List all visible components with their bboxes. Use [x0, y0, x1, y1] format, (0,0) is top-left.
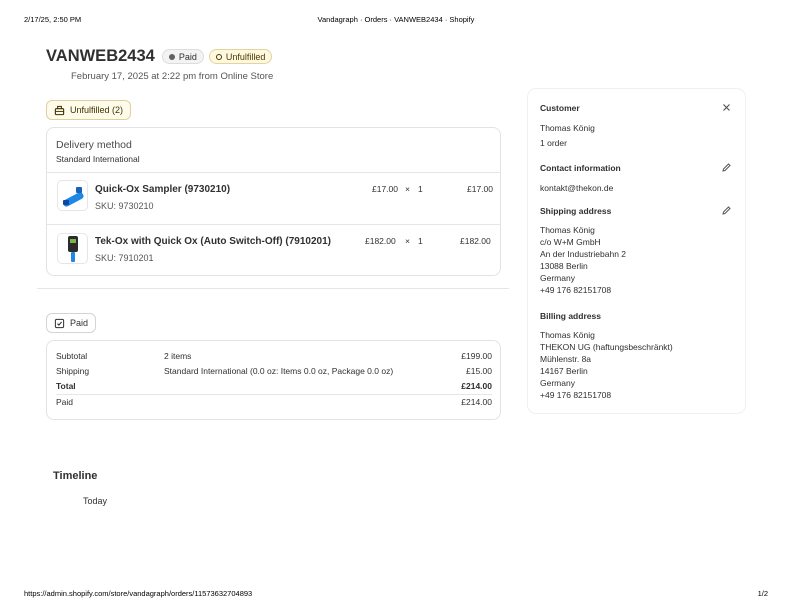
- divider: [47, 224, 500, 225]
- summary-label: Subtotal: [56, 351, 88, 361]
- line-item-total: £182.00: [460, 236, 491, 246]
- print-title: Vandagraph · Orders · VANWEB2434 · Shopify: [317, 15, 475, 24]
- line-item-name[interactable]: Tek-Ox with Quick Ox (Auto Switch-Off) (7910201): [95, 236, 331, 247]
- line-item-sku: SKU: 7910201: [95, 253, 154, 263]
- billing-line: +49 176 82151708: [540, 390, 612, 400]
- order-date-source: February 17, 2025 at 2:22 pm from Online Store: [71, 71, 274, 82]
- summary-amount: £214.00: [461, 381, 492, 391]
- line-item-qty: 1: [418, 184, 423, 194]
- summary-amount: £199.00: [461, 351, 492, 361]
- timeline-title: Timeline: [53, 470, 98, 482]
- summary-label: Paid: [56, 397, 74, 407]
- payment-status-label: Paid: [178, 51, 197, 62]
- summary-row-paid: [56, 397, 492, 408]
- shipping-address-heading: Shipping address: [540, 206, 612, 216]
- unfulfilled-pill-label: Unfulfilled (2): [70, 105, 124, 115]
- print-date: 2/17/25, 2:50 PM: [24, 15, 82, 24]
- shipping-line: 13088 Berlin: [540, 261, 588, 271]
- line-item-price: £17.00: [372, 184, 398, 194]
- line-item-qty: 1: [418, 236, 423, 246]
- payment-status-badge: [162, 49, 204, 64]
- shipping-line: Germany: [540, 273, 575, 283]
- paid-pill-label: Paid: [70, 318, 89, 328]
- billing-line: 14167 Berlin: [540, 366, 588, 376]
- print-url: https://admin.shopify.com/store/vandagraph/orders/11573632704893: [24, 589, 253, 598]
- print-page-number: 1/2: [757, 589, 768, 598]
- delivery-method: [56, 139, 140, 164]
- shipping-line: Thomas König: [540, 225, 595, 235]
- divider: [47, 172, 500, 173]
- paid-dot-icon: [169, 54, 175, 60]
- unfulfilled-ring-icon: [216, 54, 222, 60]
- line-item-price: £182.00: [365, 236, 396, 246]
- order-header: [46, 47, 272, 66]
- summary-row-subtotal: [56, 351, 492, 362]
- delivery-method-label: Delivery method: [56, 139, 132, 151]
- receipt-check-icon: [54, 318, 65, 329]
- contact-email[interactable]: kontakt@thekon.de: [540, 183, 614, 193]
- shipping-line: An der Industriebahn 2: [540, 249, 627, 259]
- fulfillment-status-label: Unfulfilled: [225, 51, 266, 62]
- summary-label: Shipping: [56, 366, 90, 376]
- line-item-name[interactable]: Quick-Ox Sampler (9730210): [95, 184, 231, 195]
- summary-detail: Standard International (0.0 oz: Items 0.0 oz, Package 0.0 oz): [164, 366, 394, 376]
- billing-address-heading: Billing address: [540, 311, 601, 321]
- contact-heading: Contact information: [540, 163, 621, 173]
- paid-pill: [46, 313, 96, 333]
- line-item-total: £17.00: [467, 184, 493, 194]
- customer-order-count[interactable]: 1 order: [540, 138, 567, 148]
- billing-line: Thomas König: [540, 330, 595, 340]
- customer-heading: Customer: [540, 103, 580, 113]
- billing-line: Mühlenstr. 8a: [540, 354, 592, 364]
- divider: [56, 394, 492, 395]
- meter-product-icon[interactable]: [57, 233, 88, 264]
- print-footer: [24, 589, 768, 599]
- line-item-times: ×: [405, 184, 410, 194]
- line-item-sku: SKU: 9730210: [95, 201, 154, 211]
- summary-amount: £15.00: [466, 366, 492, 376]
- package-icon: [54, 105, 65, 116]
- timeline-today: Today: [83, 496, 108, 506]
- customer-name[interactable]: Thomas König: [540, 123, 595, 133]
- summary-row-shipping: [56, 366, 492, 377]
- delivery-method-value: Standard International: [56, 154, 140, 164]
- billing-line: Germany: [540, 378, 575, 388]
- unfulfilled-pill: [46, 100, 131, 120]
- edit-pencil-icon[interactable]: [721, 162, 732, 173]
- summary-label: Total: [56, 381, 76, 391]
- edit-pencil-icon[interactable]: [721, 205, 732, 216]
- page-title: VANWEB2434: [46, 47, 155, 65]
- shipping-line: c/o W+M GmbH: [540, 237, 601, 247]
- summary-row-total: [56, 381, 492, 392]
- close-icon[interactable]: [721, 102, 732, 113]
- fulfillment-status-badge: [209, 49, 273, 64]
- summary-detail: 2 items: [164, 351, 192, 361]
- sampler-product-icon[interactable]: [57, 180, 88, 211]
- shipping-line: +49 176 82151708: [540, 285, 612, 295]
- line-item-times: ×: [405, 236, 410, 246]
- billing-line: THEKON UG (haftungsbeschränkt): [540, 342, 673, 352]
- summary-amount: £214.00: [461, 397, 492, 407]
- print-header: [24, 15, 768, 25]
